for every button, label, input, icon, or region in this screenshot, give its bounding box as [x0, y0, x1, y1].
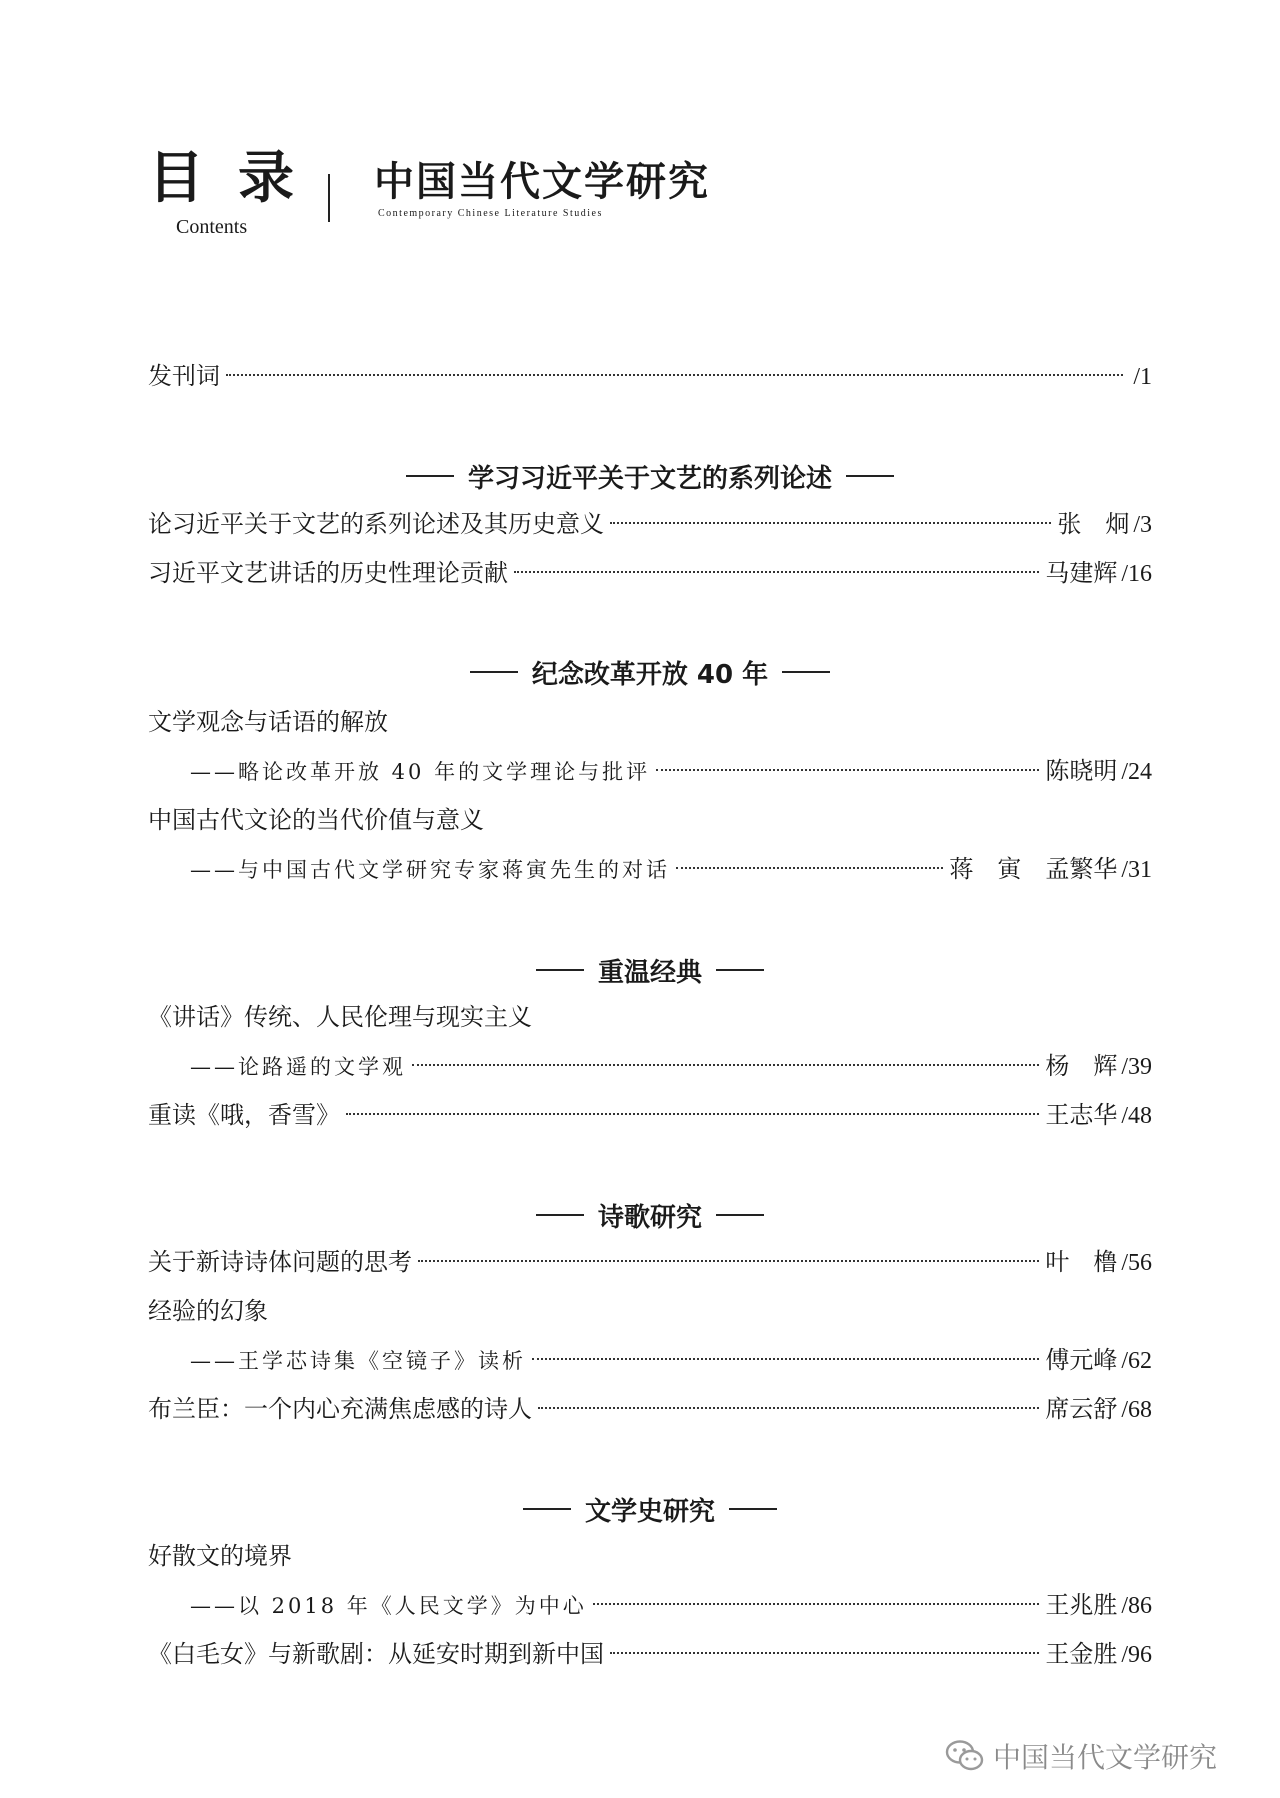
wechat-icon	[945, 1739, 985, 1773]
toc-entry[interactable]	[148, 504, 1152, 544]
dash-left	[523, 1508, 571, 1510]
dot-leader	[514, 571, 1039, 573]
dot-leader	[610, 522, 1051, 524]
section-heading	[148, 454, 1152, 498]
entry-subtitle: ——与中国古代文学研究专家蒋寅先生的对话	[190, 858, 670, 882]
entry-page: /68	[1121, 1397, 1152, 1423]
toc-entry[interactable]	[190, 751, 1152, 791]
page-title-en: Contents	[176, 216, 248, 238]
entry-author: 陈晓明	[1045, 757, 1118, 785]
dot-leader	[418, 1260, 1039, 1262]
entry-page: /39	[1121, 1054, 1152, 1080]
entry-page: /62	[1121, 1348, 1152, 1374]
dot-leader	[656, 769, 1039, 771]
header-divider	[328, 174, 330, 222]
toc-entry[interactable]	[148, 553, 1152, 593]
entry-page: /1	[1133, 364, 1152, 390]
dash-right	[846, 475, 894, 477]
page-title: 目录	[148, 145, 328, 211]
entry-author: 傅元峰	[1045, 1346, 1118, 1374]
section-title: 纪念改革开放 40 年	[531, 659, 769, 690]
entry-title[interactable]: 中国古代文论的当代价值与意义	[148, 806, 484, 834]
entry-title[interactable]: 好散文的境界	[148, 1542, 292, 1570]
entry-author: 王志华	[1045, 1101, 1118, 1129]
section-heading	[148, 1487, 1152, 1531]
entry-subtitle: ——略论改革开放 40 年的文学理论与批评	[190, 760, 651, 784]
entry-title[interactable]: 《讲话》传统、人民伦理与现实主义	[148, 1003, 532, 1031]
entry-page: /48	[1121, 1103, 1152, 1129]
entry-author: 蒋 寅 孟繁华	[949, 855, 1118, 883]
entry-subtitle: ——以 2018 年《人民文学》为中心	[190, 1594, 587, 1618]
dot-leader	[538, 1407, 1039, 1409]
toc-entry[interactable]	[190, 1340, 1152, 1380]
dash-right	[782, 671, 830, 673]
section-heading	[148, 948, 1152, 992]
entry-page: /31	[1121, 857, 1152, 883]
entry-author: 王兆胜	[1045, 1591, 1118, 1619]
entry-author: 张 炯	[1057, 510, 1130, 538]
dash-left	[406, 475, 454, 477]
entry-title: 论习近平关于文艺的系列论述及其历史意义	[148, 510, 604, 538]
section-title: 学习习近平关于文艺的系列论述	[467, 463, 832, 494]
entry-author: 杨 辉	[1045, 1052, 1118, 1080]
dot-leader	[412, 1064, 1039, 1066]
entry-subtitle: ——王学芯诗集《空镜子》读析	[190, 1349, 526, 1373]
section-title: 重温经典	[597, 957, 702, 988]
dot-leader	[226, 374, 1123, 376]
dot-leader	[346, 1113, 1039, 1115]
section-title: 诗歌研究	[597, 1202, 702, 1233]
section-title: 文学史研究	[584, 1496, 715, 1527]
entry-title: 习近平文艺讲话的历史性理论贡献	[148, 559, 508, 587]
entry-page: /3	[1133, 512, 1152, 538]
entry-subtitle: ——论路遥的文学观	[190, 1055, 406, 1079]
entry-page: /24	[1121, 759, 1152, 785]
toc-entry[interactable]	[148, 1242, 1152, 1282]
journal-name-en: Contemporary Chinese Literature Studies	[378, 208, 603, 219]
dot-leader	[676, 867, 943, 869]
watermark-text: 中国当代文学研究	[993, 1741, 1218, 1774]
entry-author: 席云舒	[1045, 1395, 1118, 1423]
entry-page: /86	[1121, 1593, 1152, 1619]
entry-title: 发刊词	[148, 362, 220, 390]
toc-entry[interactable]	[148, 1389, 1152, 1429]
dash-left	[470, 671, 518, 673]
entry-title[interactable]: 经验的幻象	[148, 1297, 268, 1325]
entry-author: 马建辉	[1045, 559, 1118, 587]
section-heading	[148, 1193, 1152, 1237]
toc-entry[interactable]	[190, 1585, 1152, 1625]
journal-logo: 中国当代文学研究	[374, 158, 710, 205]
entry-title[interactable]: 文学观念与话语的解放	[148, 708, 388, 736]
dot-leader	[593, 1603, 1040, 1605]
toc-entry[interactable]	[148, 1095, 1152, 1135]
dot-leader	[610, 1652, 1039, 1654]
entry-title: 重读《哦，香雪》	[148, 1101, 340, 1129]
dash-right	[729, 1508, 777, 1510]
toc-entry[interactable]	[190, 1046, 1152, 1086]
entry-title: 《白毛女》与新歌剧：从延安时期到新中国	[148, 1640, 604, 1668]
entry-page: /56	[1121, 1250, 1152, 1276]
entry-page: /16	[1121, 561, 1152, 587]
entry-title: 布兰臣：一个内心充满焦虑感的诗人	[148, 1395, 532, 1423]
dot-leader	[532, 1358, 1039, 1360]
entry-author: 叶 橹	[1045, 1248, 1118, 1276]
wechat-watermark	[945, 1736, 1217, 1776]
toc-entry[interactable]	[190, 849, 1152, 889]
dash-right	[716, 969, 764, 971]
dash-left	[536, 969, 584, 971]
toc-entry-fakanci[interactable]	[148, 356, 1152, 396]
entry-title: 关于新诗诗体问题的思考	[148, 1248, 412, 1276]
dash-left	[536, 1214, 584, 1216]
dash-right	[716, 1214, 764, 1216]
toc-entry[interactable]	[148, 1634, 1152, 1674]
entry-author: 王金胜	[1045, 1640, 1118, 1668]
section-heading	[148, 650, 1152, 694]
entry-page: /96	[1121, 1642, 1152, 1668]
